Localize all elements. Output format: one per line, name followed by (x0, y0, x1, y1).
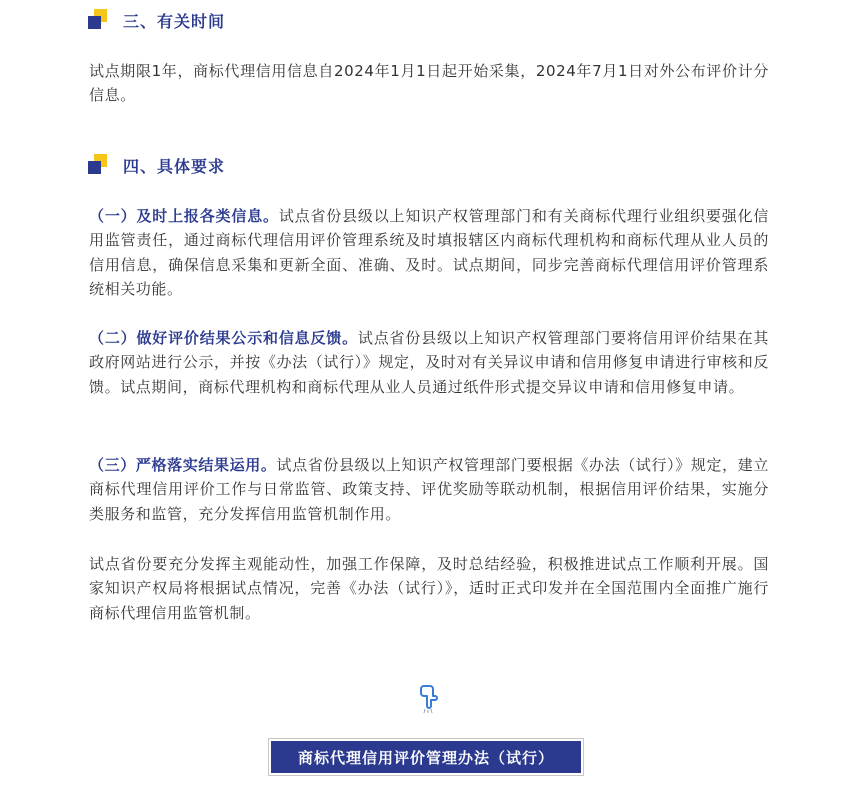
heading-squares-icon (88, 9, 108, 31)
requirement-body: 试点省份县级以上知识产权管理部门和有关商标代理行业组织要强化信用监管责任，通过商标代理信用评价管理系统及时填报辖区内商标代理机构和商标代理从业人员的信用信息，确保信息采集和更新全面、准确、及时。试点期间，同步完善商标代理信用评价管理系统相关功能。 (89, 207, 769, 298)
requirement-body: 试点省份县级以上知识产权管理部门要根据《办法（试行）》规定，建立商标代理信用评价工作与日常监管、政策支持、评优奖励等联动机制，根据信用评价结果，实施分类服务和监管，充分发挥信用监管机制作用。 (89, 456, 770, 523)
requirement-lead: （二）做好评价结果公示和信息反馈。 (89, 329, 358, 347)
requirement-body: 试点省份县级以上知识产权管理部门要将信用评价结果在其政府网站进行公示，并按《办法（试行）》规定，及时对有关异议申请和信用修复申请进行审核和反馈。试点期间，商标代理机构和商标代理从业人员通过纸件形式提交异议申请和信用修复申请。 (89, 329, 769, 396)
requirement-paragraph (89, 453, 769, 526)
requirement-lead: （三）严格落实结果运用。 (89, 456, 277, 474)
pointing-down-hand-icon (416, 682, 440, 714)
requirement-lead: （一）及时上报各类信息。 (89, 207, 279, 225)
section-heading-requirements (88, 152, 225, 178)
section-heading-time (88, 7, 225, 33)
requirement-paragraph (89, 204, 769, 301)
banner-title[interactable]: 商标代理信用评价管理办法（试行） (271, 741, 581, 773)
section-title: 四、具体要求 (123, 156, 226, 176)
closing-paragraph: 试点省份要充分发挥主观能动性，加强工作保障，及时总结经验，积极推进试点工作顺利开展。国家知识产权局将根据试点情况，完善《办法（试行）》，适时正式印发并在全国范围内全面推广施行商标代理信用监管机制。 (89, 555, 769, 622)
heading-squares-icon (88, 154, 108, 176)
banner-frame[interactable] (268, 738, 584, 776)
section-title: 三、有关时间 (123, 11, 226, 31)
requirement-paragraph (89, 326, 769, 399)
time-paragraph: 试点期限1年，商标代理信用信息自2024年1月1日起开始采集，2024年7月1日对外公布评价计分信息。 (89, 62, 769, 105)
